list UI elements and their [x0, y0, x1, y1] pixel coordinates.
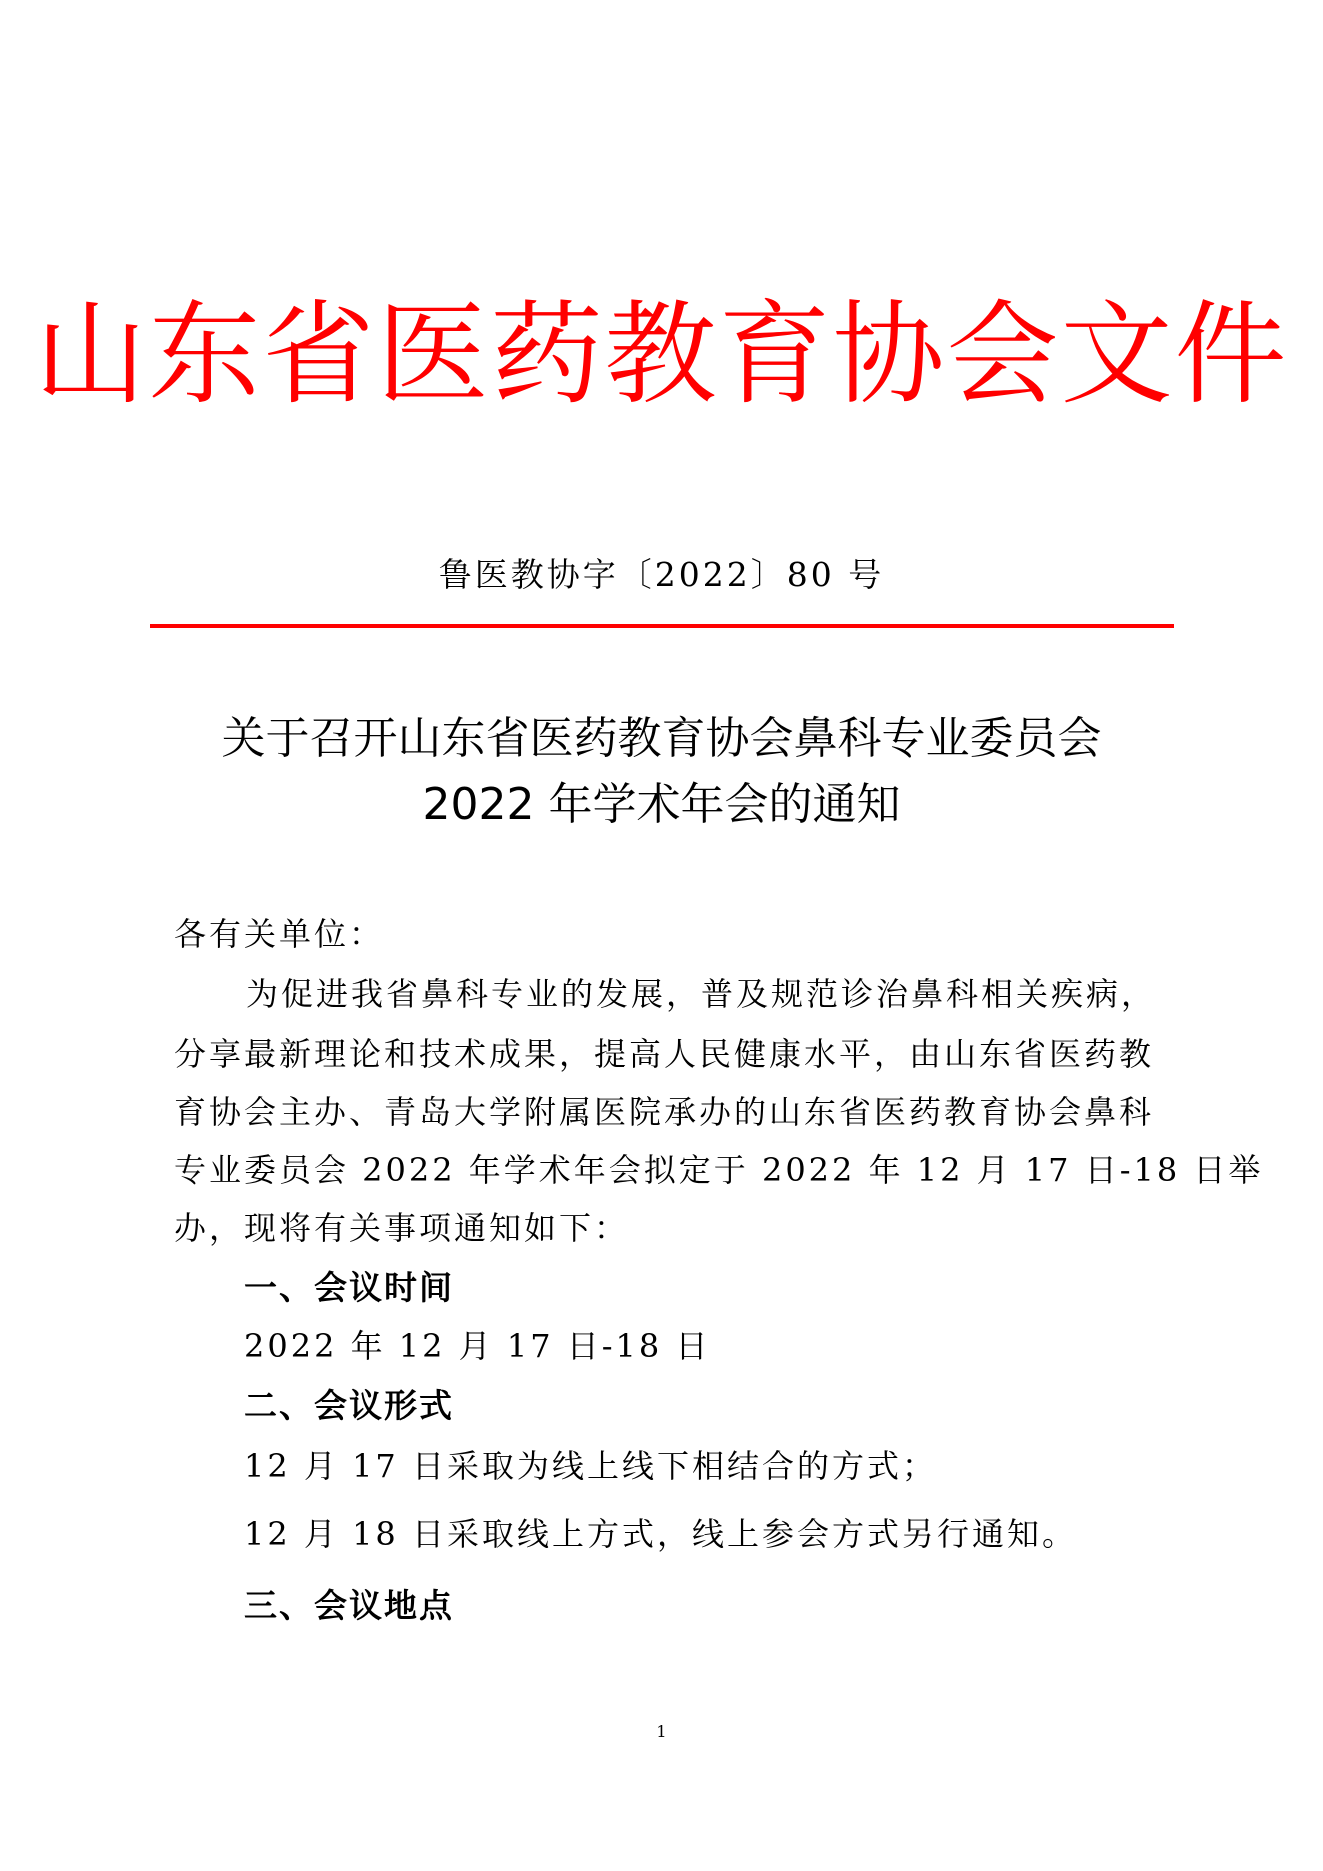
- section-heading-meeting-format: 二、会议形式: [244, 1386, 454, 1425]
- intro-line: 专业委员会 2022 年学术年会拟定于 2022 年 12 月 17 日-18 日举: [174, 1151, 1264, 1189]
- section-heading-meeting-location: 三、会议地点: [244, 1586, 454, 1625]
- header-divider: [150, 624, 1174, 628]
- section-line: 2022 年 12 月 17 日-18 日: [244, 1327, 711, 1365]
- section-line: 12 月 18 日采取线上方式，线上参会方式另行通知。: [244, 1515, 1077, 1553]
- section-line: 12 月 17 日采取为线上线下相结合的方式；: [244, 1447, 937, 1485]
- intro-line: 育协会主办、青岛大学附属医院承办的山东省医药教育协会鼻科: [174, 1093, 1155, 1131]
- intro-line: 为促进我省鼻科专业的发展，普及规范诊治鼻科相关疾病，: [246, 975, 1157, 1013]
- document-number: 鲁医教协字〔2022〕80 号: [438, 555, 885, 594]
- intro-line: 分享最新理论和技术成果，提高人民健康水平，由山东省医药教: [174, 1035, 1155, 1073]
- page-number: 1: [656, 1722, 667, 1741]
- salutation: 各有关单位：: [174, 915, 385, 953]
- notice-title-line-2: 2022 年学术年会的通知: [422, 779, 901, 830]
- section-heading-meeting-time: 一、会议时间: [244, 1268, 454, 1307]
- notice-title-line-1: 关于召开山东省医药教育协会鼻科专业委员会: [221, 713, 1102, 764]
- intro-line: 办，现将有关事项通知如下：: [174, 1209, 630, 1247]
- header-title: 山东省医药教育协会文件: [34, 290, 1289, 420]
- notice-title: [0, 706, 1323, 838]
